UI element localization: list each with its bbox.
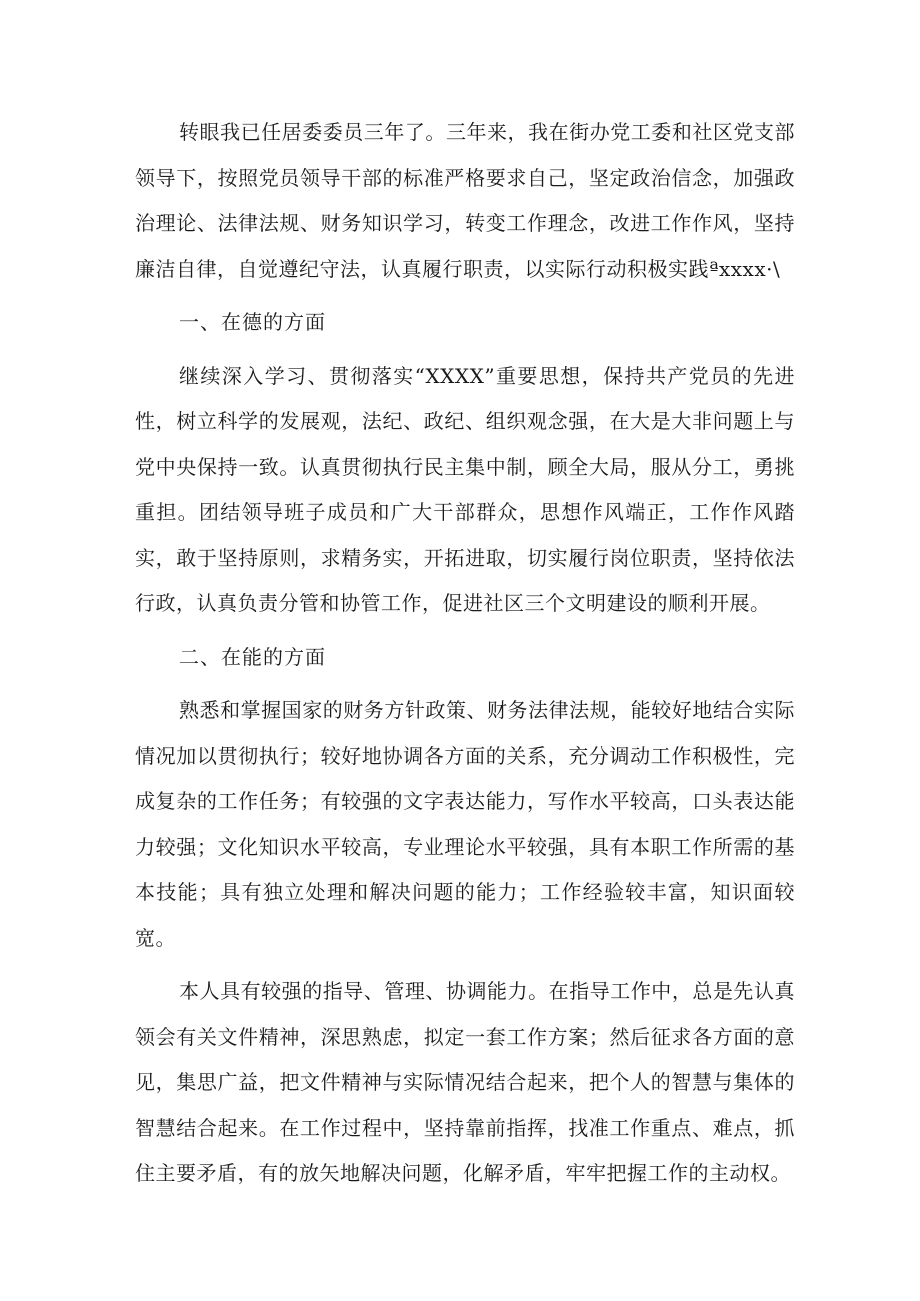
document-body	[135, 110, 795, 1197]
spacer	[135, 961, 795, 969]
ability-paragraph: 熟悉和掌握国家的财务方针政策、财务法律法规，能较好地结合实际情况加以贯彻执行；较好地协调各方面的关系，充分调动工作积极性，完成复杂的工作任务；有较强的文字表达能力，写作水平较高，口头表达能力较强；文化知识水平较高，专业理论水平较强，具有本职工作所需的基本技能；具有独立处理和解决问题的能力；工作经验较丰富，知识面较宽。	[135, 698, 795, 950]
spacer	[135, 627, 795, 635]
spacer	[135, 346, 795, 354]
intro-paragraph: 转眼我已任居委委员三年了。三年来，我在街办党工委和社区党支部领导下，按照党员领导干部的标准严格要求自己，坚定政治信念，加强政治理论、法律法规、财务知识学习，转变工作理念，改进工作作风，坚持廉洁自律，自觉遵纪守法，认真履行职责，以实际行动积极实践ªxxxx·\	[135, 120, 795, 281]
section-heading-ability: 二、在能的方面	[179, 644, 326, 669]
spacer	[135, 292, 795, 300]
leadership-paragraph: 本人具有较强的指导、管理、协调能力。在指导工作中，总是先认真领会有关文件精神，深思熟虑，拟定一套工作方案；然后征求各方面的意见，集思广益，把文件精神与实际情况结合起来，把个人的智慧与集体的智慧结合起来。在工作过程中，坚持靠前指挥，找准工作重点、难点，抓住主要矛盾，有的放矢地解决问题，化解矛盾，牢牢把握工作的主动权。	[135, 979, 795, 1185]
spacer	[135, 680, 795, 688]
morality-paragraph: 继续深入学习、贯彻落实“XXXX”重要思想，保持共产党员的先进性，树立科学的发展观，法纪、政纪、组织观念强，在大是大非问题上与党中央保持一致。认真贯彻执行民主集中制，顾全大局，服从分工，勇挑重担。团结领导班子成员和广大干部群众，思想作风端正，工作作风踏实，敢于坚持原则，求精务实，开拓进取，切实履行岗位职责，坚持依法行政，认真负责分管和协管工作，促进社区三个文明建设的顺利开展。	[135, 363, 795, 615]
section-heading-morality: 一、在德的方面	[179, 310, 326, 334]
